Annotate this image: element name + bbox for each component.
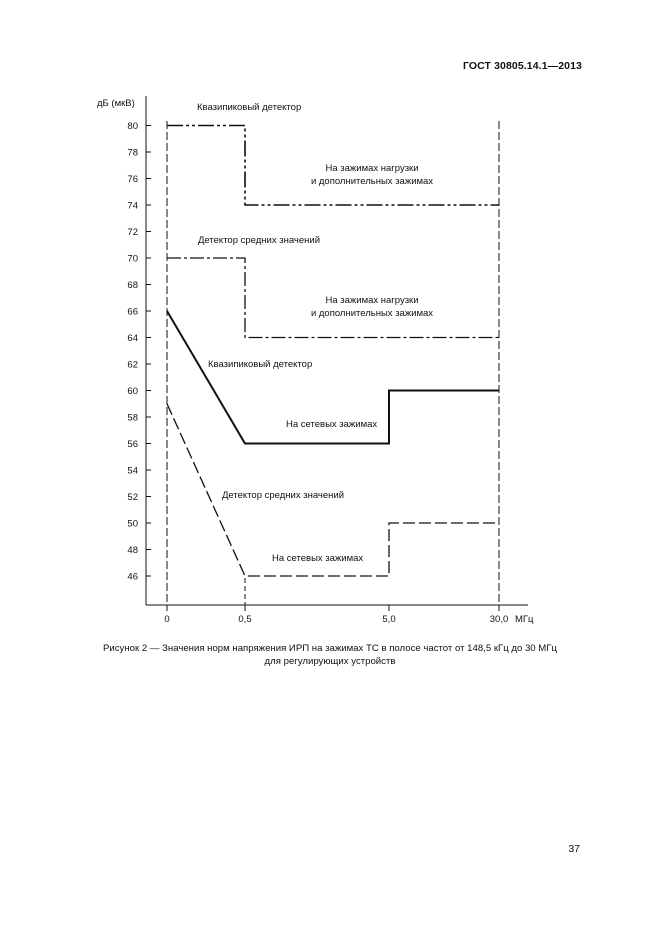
y-tick-label: 66 <box>127 306 138 318</box>
caption-line-1: Рисунок 2 — Значения норм напряжения ИРП на зажимах ТС в полосе частот от 148,5 кГц до 30 МГц <box>103 643 557 654</box>
y-axis-label: дБ (мкВ) <box>97 98 135 109</box>
y-tick-label: 76 <box>127 174 138 185</box>
figure-caption <box>60 642 600 668</box>
annotation-a7: Квазипиковый детектор <box>208 359 313 370</box>
y-tick-label: 52 <box>127 492 138 503</box>
y-tick-label: 54 <box>127 465 138 477</box>
y-tick-label: 58 <box>127 412 138 424</box>
document-header: ГОСТ 30805.14.1—2013 <box>462 60 582 72</box>
y-tick-label: 56 <box>127 439 138 450</box>
x-tick-label: 5,0 <box>382 614 396 625</box>
caption-line-2: для регулирующих устройств <box>264 656 396 667</box>
x-tick-label: 30,0 <box>489 614 509 625</box>
x-tick-label: 0 <box>164 614 170 625</box>
y-tick-label: 68 <box>127 280 138 291</box>
x-axis-unit: МГц <box>515 614 534 625</box>
annotation-a5: На зажимах нагрузки <box>325 295 419 306</box>
annotation-a10: На сетевых зажимах <box>272 553 364 564</box>
annotation-a1: Квазипиковый детектор <box>197 102 302 113</box>
annotation-a4: Детектор средних значений <box>198 235 321 246</box>
y-tick-label: 80 <box>127 121 138 132</box>
annotation-a8: На сетевых зажимах <box>286 419 378 430</box>
y-tick-label: 48 <box>127 545 138 556</box>
y-tick-label: 60 <box>127 386 138 397</box>
y-tick-label: 72 <box>127 227 138 238</box>
y-tick-label: 70 <box>127 253 138 265</box>
y-tick-label: 74 <box>127 200 138 212</box>
annotation-a2: На зажимах нагрузки <box>325 163 419 174</box>
y-tick-label: 78 <box>127 147 138 159</box>
page-number: 37 <box>568 843 580 855</box>
y-tick-label: 50 <box>127 518 138 530</box>
y-tick-label: 64 <box>127 333 138 344</box>
y-tick-label: 46 <box>127 571 138 583</box>
y-tick-label: 62 <box>127 359 138 371</box>
annotation-a6: и дополнительных зажимах <box>310 308 434 319</box>
x-tick-label: 0,5 <box>238 614 252 625</box>
annotation-a9: Детектор средних значений <box>222 490 345 501</box>
annotation-a3: и дополнительных зажимах <box>310 176 434 187</box>
